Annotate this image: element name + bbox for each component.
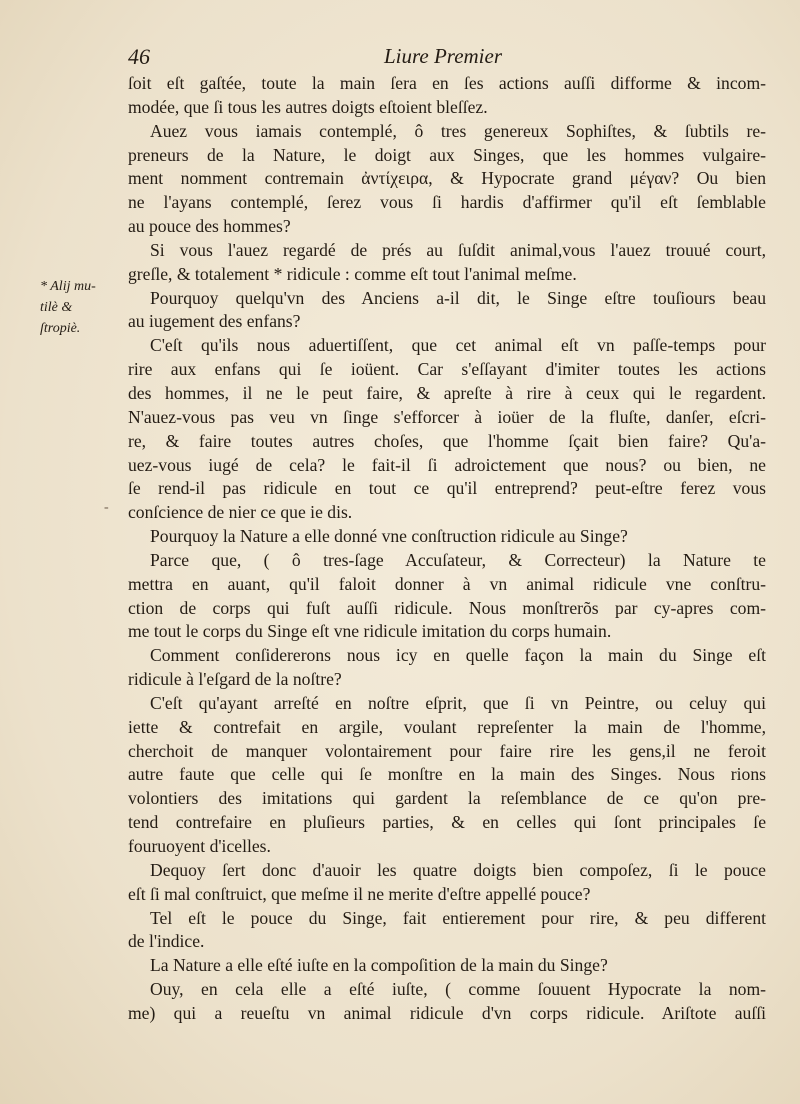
text-line: Si vous l'auez regardé de prés au ſuſdit animal,vous l'auez trouué court,: [150, 239, 766, 260]
margin-note-line: * Alij mu-: [40, 279, 96, 294]
text-line: ne l'ayans contemplé, ſerez vous ſi hardis d'affirmer qu'il eſt ſemblable: [128, 192, 766, 213]
text-line: modée, que ſi tous les autres doigts eſtoient bleſſez.: [128, 96, 488, 117]
running-title: Liure Premier: [384, 44, 503, 68]
text-line: cherchoit de manquer volontairement pour faire rire les gens,il ne feroit: [128, 740, 766, 761]
text-line: au pouce des hommes?: [128, 216, 291, 237]
text-line: re, & faire toutes autres choſes, que l'homme ſçait bien faire? Qu'a-: [128, 430, 766, 451]
text-line: La Nature a elle eſté iuſte en la compoſition de la main du Singe?: [150, 955, 608, 976]
text-line: Dequoy ſert donc d'auoir les quatre doigts bien compoſez, ſi le pouce: [150, 859, 766, 880]
text-line: ſoit eſt gaſtée, toute la main ſera en ſes actions auſſi difforme & incom-: [128, 73, 766, 93]
text-line: de l'indice.: [128, 931, 205, 952]
text-line: au iugement des enfans?: [128, 311, 301, 332]
text-line: Comment conſidererons nous icy en quelle façon la main du Singe eſt: [150, 645, 766, 666]
page-number: 46: [128, 44, 150, 69]
text-line: volontiers des imitations qui gardent la reſemblance de ce qu'on pre-: [128, 788, 766, 809]
text-line: N'auez-vous pas veu vn ſinge s'efforcer à ioüer de la fluſte, danſer, eſcri-: [128, 406, 766, 427]
margin-note-line: ſtropiè.: [40, 321, 81, 336]
text-line: Parce que, ( ô tres-ſage Accuſateur, & Correcteur) la Nature te: [150, 549, 766, 570]
text-line: rire aux enfans qui ſe ioüent. Car s'eſſayant d'imiter toutes les actions: [128, 359, 766, 380]
margin-note: [40, 276, 124, 339]
text-line: Pourquoy quelqu'vn des Anciens a-il dit, le Singe eſtre touſiours beau: [150, 287, 766, 308]
text-line: uez-vous iugé de cela? le fait-il ſi adroictement que nous? ou bien, ne: [128, 454, 766, 475]
text-line: mettra en auant, qu'il faloit donner à vn animal ridicule vne conſtru-: [128, 573, 766, 594]
text-line: C'eſt qu'ayant arreſté en noſtre eſprit, que ſi vn Peintre, ou celuy qui: [150, 692, 766, 713]
text-line: preneurs de la Nature, le doigt aux Singes, que les hommes vulgaire-: [128, 144, 766, 165]
running-head: [128, 44, 760, 72]
text-line: ction de corps qui fuſt auſſi ridicule. Nous monſtrerõs par cy-apres com-: [128, 597, 766, 618]
text-line: ment nomment contremain ἀντίχειρα, & Hypocrate grand μέγαν? Ou bien: [128, 168, 766, 189]
margin-note-line: tilè &: [40, 300, 73, 315]
text-line: C'eſt qu'ils nous aduertiſſent, que cet animal eſt vn paſſe-temps pour: [150, 335, 766, 356]
text-line: me) qui a reueſtu vn animal ridicule d'vn corps ridicule. Ariſtote auſſi: [128, 1002, 766, 1023]
text-line: greſle, & totalement * ridicule : comme eſt tout l'animal meſme.: [128, 263, 577, 284]
text-line: des hommes, il ne le peut faire, & apreſte à rire à ceux qui le regardent.: [128, 382, 766, 403]
text-line: Ouy, en cela elle a eſté iuſte, ( comme ſouuent Hypocrate la nom-: [150, 979, 766, 1000]
body-text: [128, 72, 766, 1026]
text-line: eſt ſi mal conſtruict, que meſme il ne merite d'eſtre appellé pouce?: [128, 883, 591, 904]
text-line: ridicule à l'eſgard de la noſtre?: [128, 669, 342, 690]
text-line: Auez vous iamais contemplé, ô tres genereux Sophiſtes, & ſubtils re-: [150, 120, 766, 141]
text-line: ſe rend-il pas ridicule en tout ce qu'il entreprend? peut-eſtre ferez vous: [128, 478, 766, 499]
text-line: Pourquoy la Nature a elle donné vne conſtruction ridicule au Singe?: [150, 526, 628, 547]
text-line: conſcience de nier ce que ie dis.: [128, 502, 353, 523]
text-line: me tout le corps du Singe eſt vne ridicule imitation du corps humain.: [128, 621, 612, 642]
margin-dash: -: [104, 500, 109, 515]
text-line: tend contrefaire en pluſieurs parties, & en celles qui ſont principales ſe: [128, 812, 766, 833]
text-line: iette & contrefait en argile, voulant repreſenter la main de l'homme,: [128, 716, 766, 737]
text-line: fouruoyent d'icelles.: [128, 836, 271, 856]
text-line: autre faute que celle qui ſe monſtre en la main des Singes. Nous rions: [128, 764, 766, 785]
text-line: Tel eſt le pouce du Singe, fait entierement pour rire, & peu different: [150, 907, 766, 928]
